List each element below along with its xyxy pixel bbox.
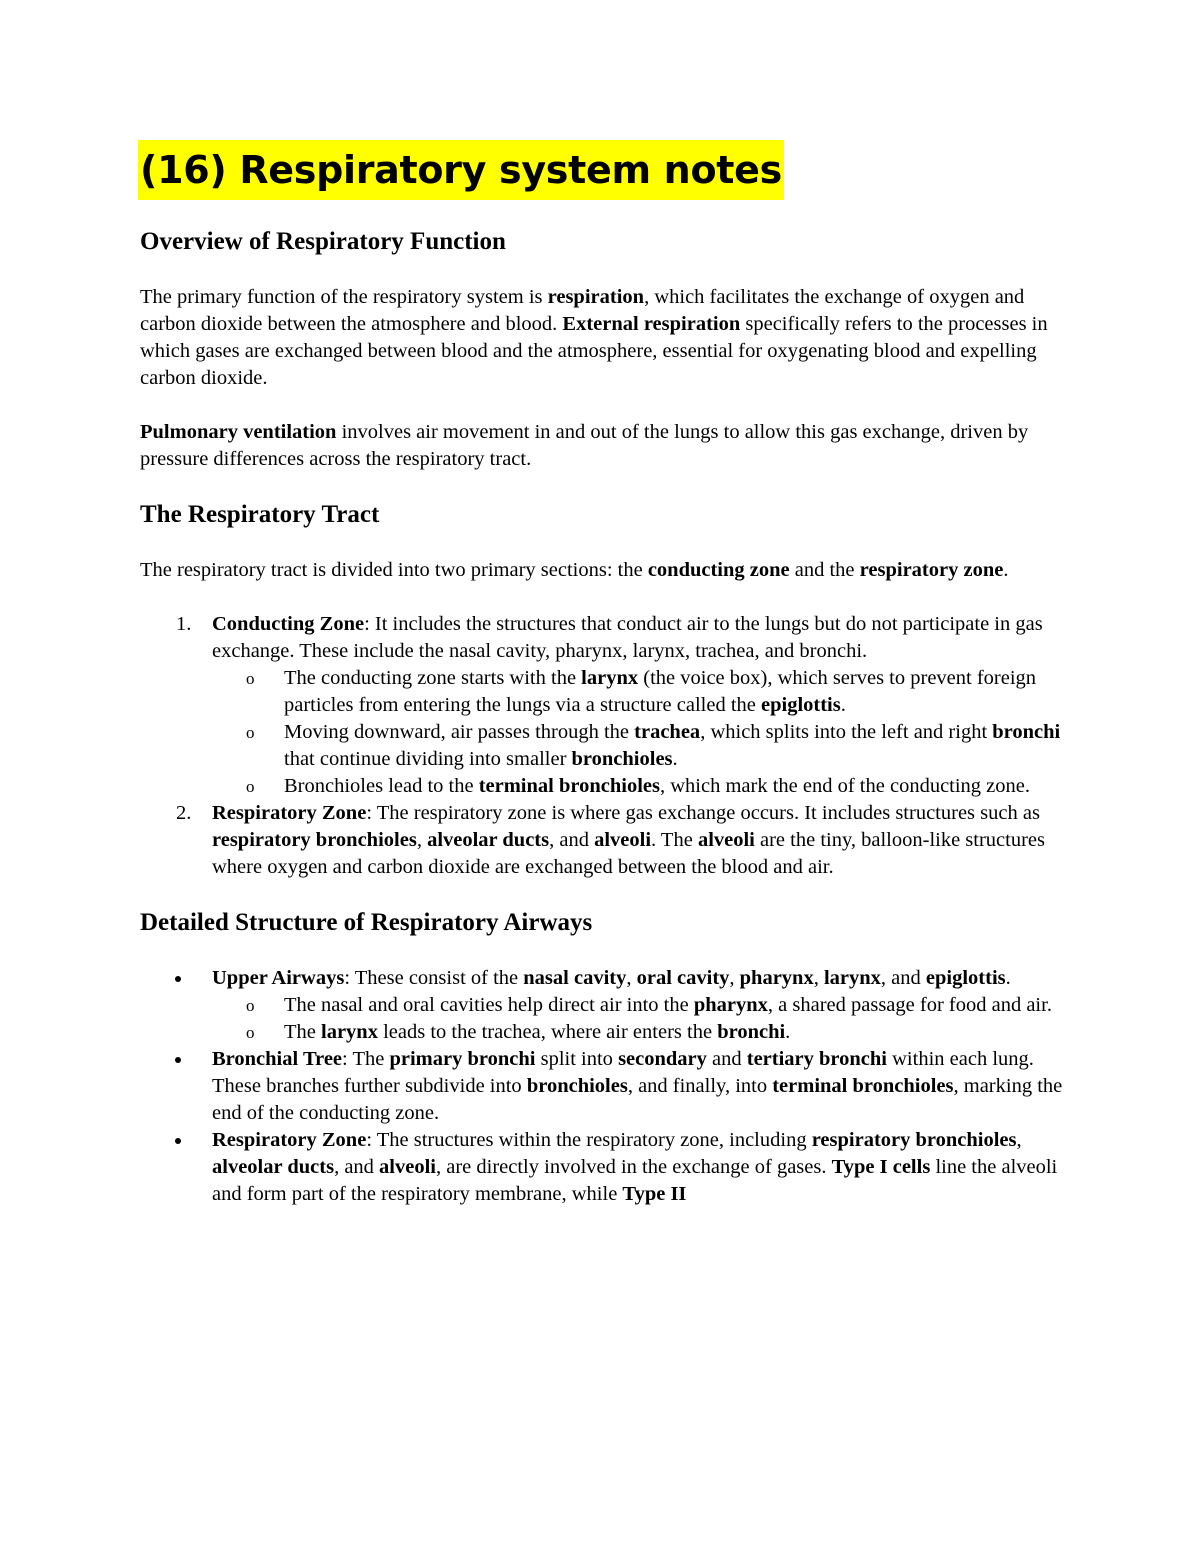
text-run: , — [416, 829, 428, 851]
text-run: line the alveoli and form part of the respiratory membrane, while — [212, 1156, 1058, 1205]
text-run: , — [813, 967, 824, 989]
bullet-dot-icon — [175, 1138, 181, 1144]
bold-term: pharynx — [693, 994, 768, 1016]
text-run: Moving downward, air passes through the — [284, 721, 635, 743]
text-run: , which splits into the left and right — [700, 721, 993, 743]
bold-term: Conducting Zone — [212, 613, 365, 635]
bold-term: terminal bronchioles — [772, 1075, 954, 1097]
list-item-respiratory-zone-detail — [140, 1127, 1070, 1208]
text-run: , a shared passage for food and air. — [767, 994, 1052, 1016]
bold-term: respiration — [547, 286, 645, 308]
text-run: and — [706, 1048, 747, 1070]
bold-term: pharynx — [739, 967, 814, 989]
text-run: and the — [789, 559, 860, 581]
title-block — [138, 140, 784, 200]
text-run: , and — [549, 829, 595, 851]
text-run: , and — [880, 967, 926, 989]
sub-list — [212, 992, 1070, 1046]
bold-term: alveoli — [594, 829, 652, 851]
circle-bullet-icon: o — [246, 723, 255, 742]
text-run: . The — [651, 829, 698, 851]
bold-term: larynx — [321, 1021, 378, 1043]
bold-term: respiratory zone — [859, 559, 1004, 581]
text-run: split into — [535, 1048, 619, 1070]
overview-paragraph-1 — [140, 284, 1070, 392]
text-run: , marking the end of the conducting zone. — [212, 1075, 1063, 1124]
bullet-list — [140, 965, 1070, 1208]
text-run: that continue dividing into smaller — [284, 748, 572, 770]
text-run: : The — [342, 1048, 390, 1070]
bold-term: alveolar ducts — [427, 829, 550, 851]
bold-term: primary bronchi — [389, 1048, 536, 1070]
bold-term: secondary — [618, 1048, 707, 1070]
text-run: , and finally, into — [627, 1075, 773, 1097]
text-run: leads to the trachea, where air enters the — [377, 1021, 718, 1043]
bullet-dot-icon — [175, 976, 181, 982]
list-item-upper-airways — [140, 965, 1070, 1046]
list-number: 1. — [176, 613, 192, 635]
bold-term: alveoli — [697, 829, 755, 851]
bold-term: epiglottis — [925, 967, 1006, 989]
text-run: . — [1005, 967, 1011, 989]
bold-term: conducting zone — [647, 559, 790, 581]
text-run: . — [840, 694, 846, 716]
sub-list-item — [212, 773, 1070, 800]
numbered-list — [140, 611, 1070, 881]
text-run: (the voice box), which serves to prevent foreign particles from entering the lungs via a structure called the — [284, 667, 1037, 716]
overview-paragraph-2 — [140, 419, 1070, 473]
list-number: 2. — [176, 802, 192, 824]
circle-bullet-icon: o — [246, 1023, 255, 1042]
sub-list-item — [212, 665, 1070, 719]
bold-term: epiglottis — [761, 694, 841, 716]
document-body — [140, 226, 1070, 1208]
text-run: , which facilitates the exchange of oxygen and carbon dioxide between the atmosphere and blood. — [140, 286, 1025, 335]
text-run: , — [729, 967, 740, 989]
list-item-respiratory-zone — [140, 800, 1070, 881]
text-run: , which mark the end of the conducting zone. — [659, 775, 1031, 797]
bold-term: alveolar ducts — [212, 1156, 335, 1178]
text-run: The — [284, 1021, 321, 1043]
text-run: . — [1003, 559, 1009, 581]
section-heading-overview: Overview of Respiratory Function — [140, 228, 506, 255]
text-run: The primary function of the respiratory system is — [140, 286, 548, 308]
text-run: The conducting zone starts with the — [284, 667, 582, 689]
bold-term: terminal bronchioles — [478, 775, 660, 797]
circle-bullet-icon: o — [246, 996, 255, 1015]
text-run: involves air movement in and out of the lungs to allow this gas exchange, driven by pressure differences across the respiratory tract. — [140, 421, 1029, 470]
text-run: The nasal and oral cavities help direct air into the — [284, 994, 694, 1016]
text-run: The respiratory tract is divided into two primary sections: the — [140, 559, 648, 581]
text-run: : These consist of the — [344, 967, 524, 989]
bold-term: oral cavity — [636, 967, 730, 989]
bold-term: larynx — [581, 667, 639, 689]
bold-term: Respiratory Zone — [212, 1129, 367, 1151]
text-run: , — [626, 967, 637, 989]
bold-term: alveoli — [379, 1156, 436, 1178]
section-heading-tract: The Respiratory Tract — [140, 501, 380, 528]
circle-bullet-icon: o — [246, 777, 255, 796]
bold-term: bronchi — [717, 1021, 786, 1043]
text-run: , — [1016, 1129, 1022, 1151]
bold-term: larynx — [823, 967, 881, 989]
list-item-conducting-zone — [140, 611, 1070, 800]
bold-term: nasal cavity — [523, 967, 627, 989]
text-run: specifically refers to the processes in which gases are exchanged between blood and the atmosphere, essential for oxygenating blood and expelling carbon dioxide. — [140, 313, 1048, 389]
bold-term: respiratory bronchioles — [811, 1129, 1017, 1151]
bold-term: Pulmonary ventilation — [140, 421, 337, 443]
sub-list — [212, 665, 1070, 800]
text-run: within each lung. These branches further subdivide into — [212, 1048, 1034, 1097]
bold-term: Type II — [622, 1183, 687, 1205]
text-run: , and — [334, 1156, 380, 1178]
circle-bullet-icon: o — [246, 669, 255, 688]
bold-term: respiratory bronchioles — [212, 829, 417, 851]
tract-paragraph-1 — [140, 557, 1070, 584]
text-run: . — [672, 748, 678, 770]
bold-term: bronchioles — [526, 1075, 628, 1097]
text-run: are the tiny, balloon-like structures where oxygen and carbon dioxide are exchanged between the blood and air. — [212, 829, 1046, 878]
sub-list-item — [212, 992, 1070, 1019]
bold-term: tertiary bronchi — [746, 1048, 887, 1070]
bold-term: bronchi — [992, 721, 1061, 743]
text-run: . — [785, 1021, 791, 1043]
bold-term: External respiration — [562, 313, 741, 335]
bold-term: bronchioles — [571, 748, 673, 770]
bold-term: Bronchial Tree — [212, 1048, 343, 1070]
bold-term: trachea — [634, 721, 701, 743]
sub-list-item — [212, 1019, 1070, 1046]
text-run: : It includes the structures that conduct air to the lungs but do not participate in gas exchange. These include the nasal cavity, pharynx, larynx, trachea, and bronchi. — [212, 613, 1043, 662]
bold-term: Respiratory Zone — [212, 802, 367, 824]
list-item-bronchial-tree — [140, 1046, 1070, 1127]
text-run: : The respiratory zone is where gas exchange occurs. It includes structures such as — [366, 802, 1040, 824]
document-title: (16) Respiratory system notes — [138, 140, 784, 200]
bold-term: Type I cells — [831, 1156, 931, 1178]
text-run: Bronchioles lead to the — [284, 775, 479, 797]
text-run: , are directly involved in the exchange of gases. — [435, 1156, 832, 1178]
bullet-dot-icon — [175, 1057, 181, 1063]
text-run: : The structures within the respiratory zone, including — [366, 1129, 812, 1151]
sub-list-item — [212, 719, 1070, 773]
bold-term: Upper Airways — [212, 967, 345, 989]
section-heading-airways: Detailed Structure of Respiratory Airways — [140, 909, 593, 936]
